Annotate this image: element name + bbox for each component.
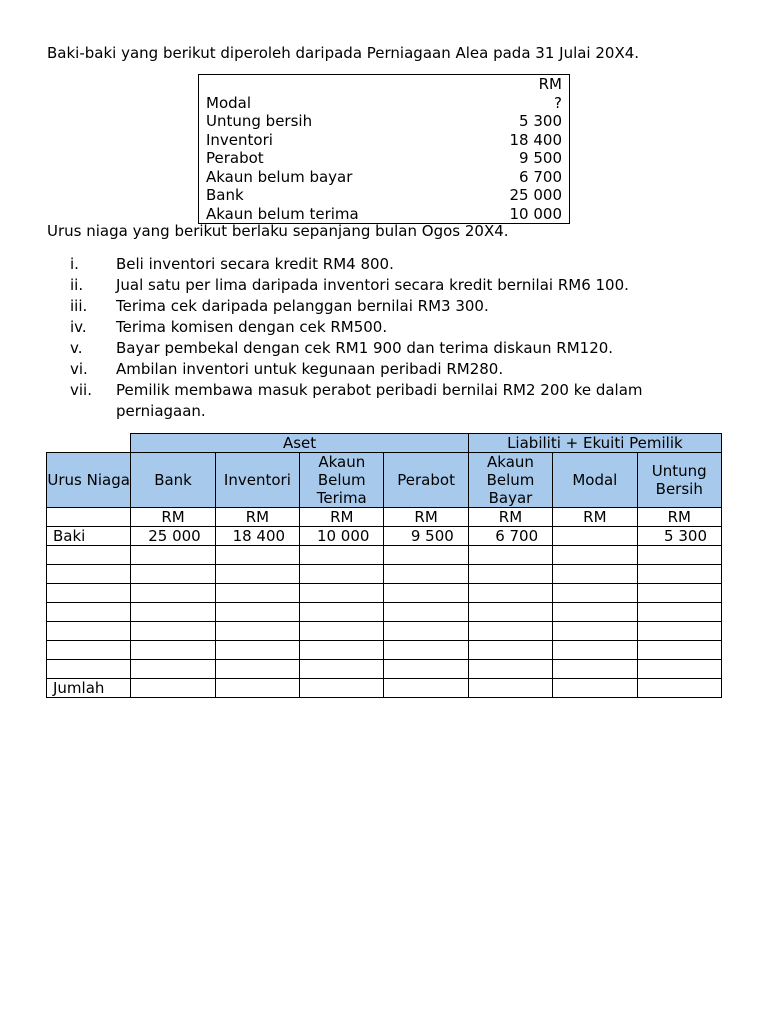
amount-cell bbox=[131, 641, 215, 660]
transaction-number: iii. bbox=[70, 297, 88, 315]
amount-cell bbox=[553, 546, 637, 565]
balances-row bbox=[199, 94, 570, 113]
worksheet-group-row bbox=[47, 434, 722, 453]
balances-row bbox=[199, 112, 570, 131]
balance-label: Untung bersih bbox=[206, 112, 313, 131]
amount-cell bbox=[384, 641, 468, 660]
amount-cell bbox=[553, 565, 637, 584]
amount-cell bbox=[131, 603, 215, 622]
column-header: Akaun Belum Bayar bbox=[468, 453, 552, 508]
amount-cell bbox=[131, 565, 215, 584]
amount-cell bbox=[468, 679, 552, 698]
amount-cell bbox=[131, 679, 215, 698]
amount-cell bbox=[553, 622, 637, 641]
worksheet-row bbox=[47, 679, 722, 698]
worksheet-row bbox=[47, 660, 722, 679]
transactions-intro: Urus niaga yang berikut berlaku sepanjang bulan Ogos 20X4. bbox=[47, 222, 509, 240]
amount-cell: 18 400 bbox=[215, 527, 299, 546]
transaction-number: i. bbox=[70, 255, 79, 273]
amount-cell: 5 300 bbox=[637, 527, 721, 546]
transaction-text: Pemilik membawa masuk perabot peribadi bernilai RM2 200 ke dalam perniagaan. bbox=[116, 381, 643, 420]
amount-cell bbox=[300, 660, 384, 679]
balance-amount: ? bbox=[554, 93, 562, 112]
amount-cell: 10 000 bbox=[300, 527, 384, 546]
amount-cell bbox=[215, 584, 299, 603]
transaction-item bbox=[47, 254, 727, 275]
amount-cell bbox=[131, 546, 215, 565]
worksheet-table bbox=[46, 433, 722, 698]
column-header: Perabot bbox=[384, 453, 468, 508]
worksheet-body bbox=[47, 434, 722, 698]
column-header: Inventori bbox=[215, 453, 299, 508]
unit-cell: RM bbox=[300, 508, 384, 527]
amount-cell bbox=[468, 622, 552, 641]
balances-row bbox=[199, 168, 570, 187]
amount-cell bbox=[300, 584, 384, 603]
transaction-item bbox=[47, 380, 727, 422]
amount-cell bbox=[637, 603, 721, 622]
balance-amount: 18 400 bbox=[509, 130, 562, 149]
unit-cell: RM bbox=[384, 508, 468, 527]
amount-cell bbox=[468, 565, 552, 584]
transaction-item bbox=[47, 359, 727, 380]
amount-cell bbox=[384, 546, 468, 565]
balance-amount: 25 000 bbox=[509, 186, 562, 205]
unit-cell: RM bbox=[468, 508, 552, 527]
amount-cell bbox=[637, 546, 721, 565]
row-label-cell bbox=[47, 622, 131, 641]
amount-cell bbox=[468, 584, 552, 603]
balance-label: Perabot bbox=[206, 149, 264, 168]
amount-cell: 25 000 bbox=[131, 527, 215, 546]
amount-cell bbox=[637, 660, 721, 679]
balances-row bbox=[199, 186, 570, 205]
balances-row bbox=[199, 149, 570, 168]
transaction-number: iv. bbox=[70, 318, 87, 336]
row-label-cell bbox=[47, 584, 131, 603]
amount-cell bbox=[384, 622, 468, 641]
amount-cell bbox=[553, 584, 637, 603]
transaction-text: Ambilan inventori untuk kegunaan peribadi RM280. bbox=[116, 360, 504, 378]
amount-cell bbox=[300, 603, 384, 622]
balances-body bbox=[199, 75, 570, 224]
balances-table bbox=[198, 74, 570, 224]
amount-cell bbox=[384, 660, 468, 679]
amount-cell bbox=[300, 546, 384, 565]
unit-cell bbox=[47, 508, 131, 527]
balance-amount: 9 500 bbox=[519, 149, 562, 168]
worksheet-row bbox=[47, 622, 722, 641]
amount-cell bbox=[468, 641, 552, 660]
worksheet-row bbox=[47, 603, 722, 622]
unit-cell: RM bbox=[215, 508, 299, 527]
transaction-number: vii. bbox=[70, 381, 92, 399]
column-header: Akaun Belum Terima bbox=[300, 453, 384, 508]
amount-cell bbox=[384, 679, 468, 698]
balances-currency-header: RM bbox=[538, 75, 562, 94]
amount-cell bbox=[300, 622, 384, 641]
amount-cell bbox=[215, 660, 299, 679]
worksheet-column-header-row bbox=[47, 453, 722, 508]
transaction-item bbox=[47, 338, 727, 359]
unit-cell: RM bbox=[637, 508, 721, 527]
amount-cell bbox=[215, 641, 299, 660]
transaction-number: ii. bbox=[70, 276, 84, 294]
amount-cell bbox=[553, 641, 637, 660]
column-header: Untung Bersih bbox=[637, 453, 721, 508]
transaction-item bbox=[47, 296, 727, 317]
row-label-cell: Baki bbox=[47, 527, 131, 546]
amount-cell bbox=[215, 679, 299, 698]
transaction-text: Bayar pembekal dengan cek RM1 900 dan terima diskaun RM120. bbox=[116, 339, 614, 357]
balances-label-header bbox=[199, 75, 464, 94]
worksheet-row bbox=[47, 527, 722, 546]
worksheet-row bbox=[47, 584, 722, 603]
amount-cell: 9 500 bbox=[384, 527, 468, 546]
row-label-cell bbox=[47, 565, 131, 584]
row-label-cell bbox=[47, 660, 131, 679]
amount-cell bbox=[384, 603, 468, 622]
transaction-item bbox=[47, 317, 727, 338]
transaction-text: Jual satu per lima daripada inventori secara kredit bernilai RM6 100. bbox=[116, 276, 629, 294]
amount-cell bbox=[553, 527, 637, 546]
amount-cell bbox=[637, 584, 721, 603]
amount-cell bbox=[468, 546, 552, 565]
column-header: Modal bbox=[553, 453, 637, 508]
balance-label: Akaun belum terima bbox=[206, 204, 359, 223]
group-header-assets: Aset bbox=[131, 434, 468, 453]
balance-amount: 6 700 bbox=[519, 167, 562, 186]
amount-cell bbox=[131, 584, 215, 603]
row-label-cell bbox=[47, 546, 131, 565]
amount-cell bbox=[637, 641, 721, 660]
balance-amount: 5 300 bbox=[519, 112, 562, 131]
group-header-liabilities-equity: Liabiliti + Ekuiti Pemilik bbox=[468, 434, 721, 453]
unit-cell: RM bbox=[131, 508, 215, 527]
unit-cell: RM bbox=[553, 508, 637, 527]
balance-label: Akaun belum bayar bbox=[206, 167, 353, 186]
balance-label: Modal bbox=[206, 93, 251, 112]
column-header: Bank bbox=[131, 453, 215, 508]
amount-cell bbox=[553, 603, 637, 622]
amount-cell bbox=[468, 660, 552, 679]
amount-cell bbox=[637, 622, 721, 641]
amount-cell bbox=[131, 660, 215, 679]
amount-cell bbox=[384, 565, 468, 584]
amount-cell bbox=[637, 679, 721, 698]
transaction-text: Beli inventori secara kredit RM4 800. bbox=[116, 255, 394, 273]
column-header: Urus Niaga bbox=[47, 453, 131, 508]
row-label-cell bbox=[47, 603, 131, 622]
amount-cell bbox=[300, 565, 384, 584]
worksheet-corner bbox=[47, 434, 131, 453]
amount-cell bbox=[215, 603, 299, 622]
amount-cell: 6 700 bbox=[468, 527, 552, 546]
balance-label: Bank bbox=[206, 186, 244, 205]
amount-cell bbox=[215, 622, 299, 641]
transaction-text: Terima komisen dengan cek RM500. bbox=[116, 318, 388, 336]
amount-cell bbox=[215, 546, 299, 565]
balance-label: Inventori bbox=[206, 130, 273, 149]
transaction-text: Terima cek daripada pelanggan bernilai RM3 300. bbox=[116, 297, 489, 315]
worksheet-row bbox=[47, 565, 722, 584]
amount-cell bbox=[637, 565, 721, 584]
amount-cell bbox=[384, 584, 468, 603]
amount-cell bbox=[300, 679, 384, 698]
amount-cell bbox=[553, 679, 637, 698]
transaction-number: v. bbox=[70, 339, 83, 357]
transactions-list bbox=[47, 254, 727, 422]
amount-cell bbox=[553, 660, 637, 679]
worksheet-row bbox=[47, 641, 722, 660]
row-label-cell: Jumlah bbox=[47, 679, 131, 698]
transaction-item bbox=[47, 275, 727, 296]
row-label-cell bbox=[47, 641, 131, 660]
amount-cell bbox=[131, 622, 215, 641]
worksheet-unit-row bbox=[47, 508, 722, 527]
balances-header-row bbox=[199, 75, 570, 94]
balance-amount: 10 000 bbox=[509, 204, 562, 223]
intro-text: Baki-baki yang berikut diperoleh daripada Perniagaan Alea pada 31 Julai 20X4. bbox=[47, 44, 640, 62]
balances-row bbox=[199, 205, 570, 224]
balances-row bbox=[199, 131, 570, 150]
amount-cell bbox=[215, 565, 299, 584]
worksheet-row bbox=[47, 546, 722, 565]
amount-cell bbox=[300, 641, 384, 660]
transaction-number: vi. bbox=[70, 360, 88, 378]
amount-cell bbox=[468, 603, 552, 622]
